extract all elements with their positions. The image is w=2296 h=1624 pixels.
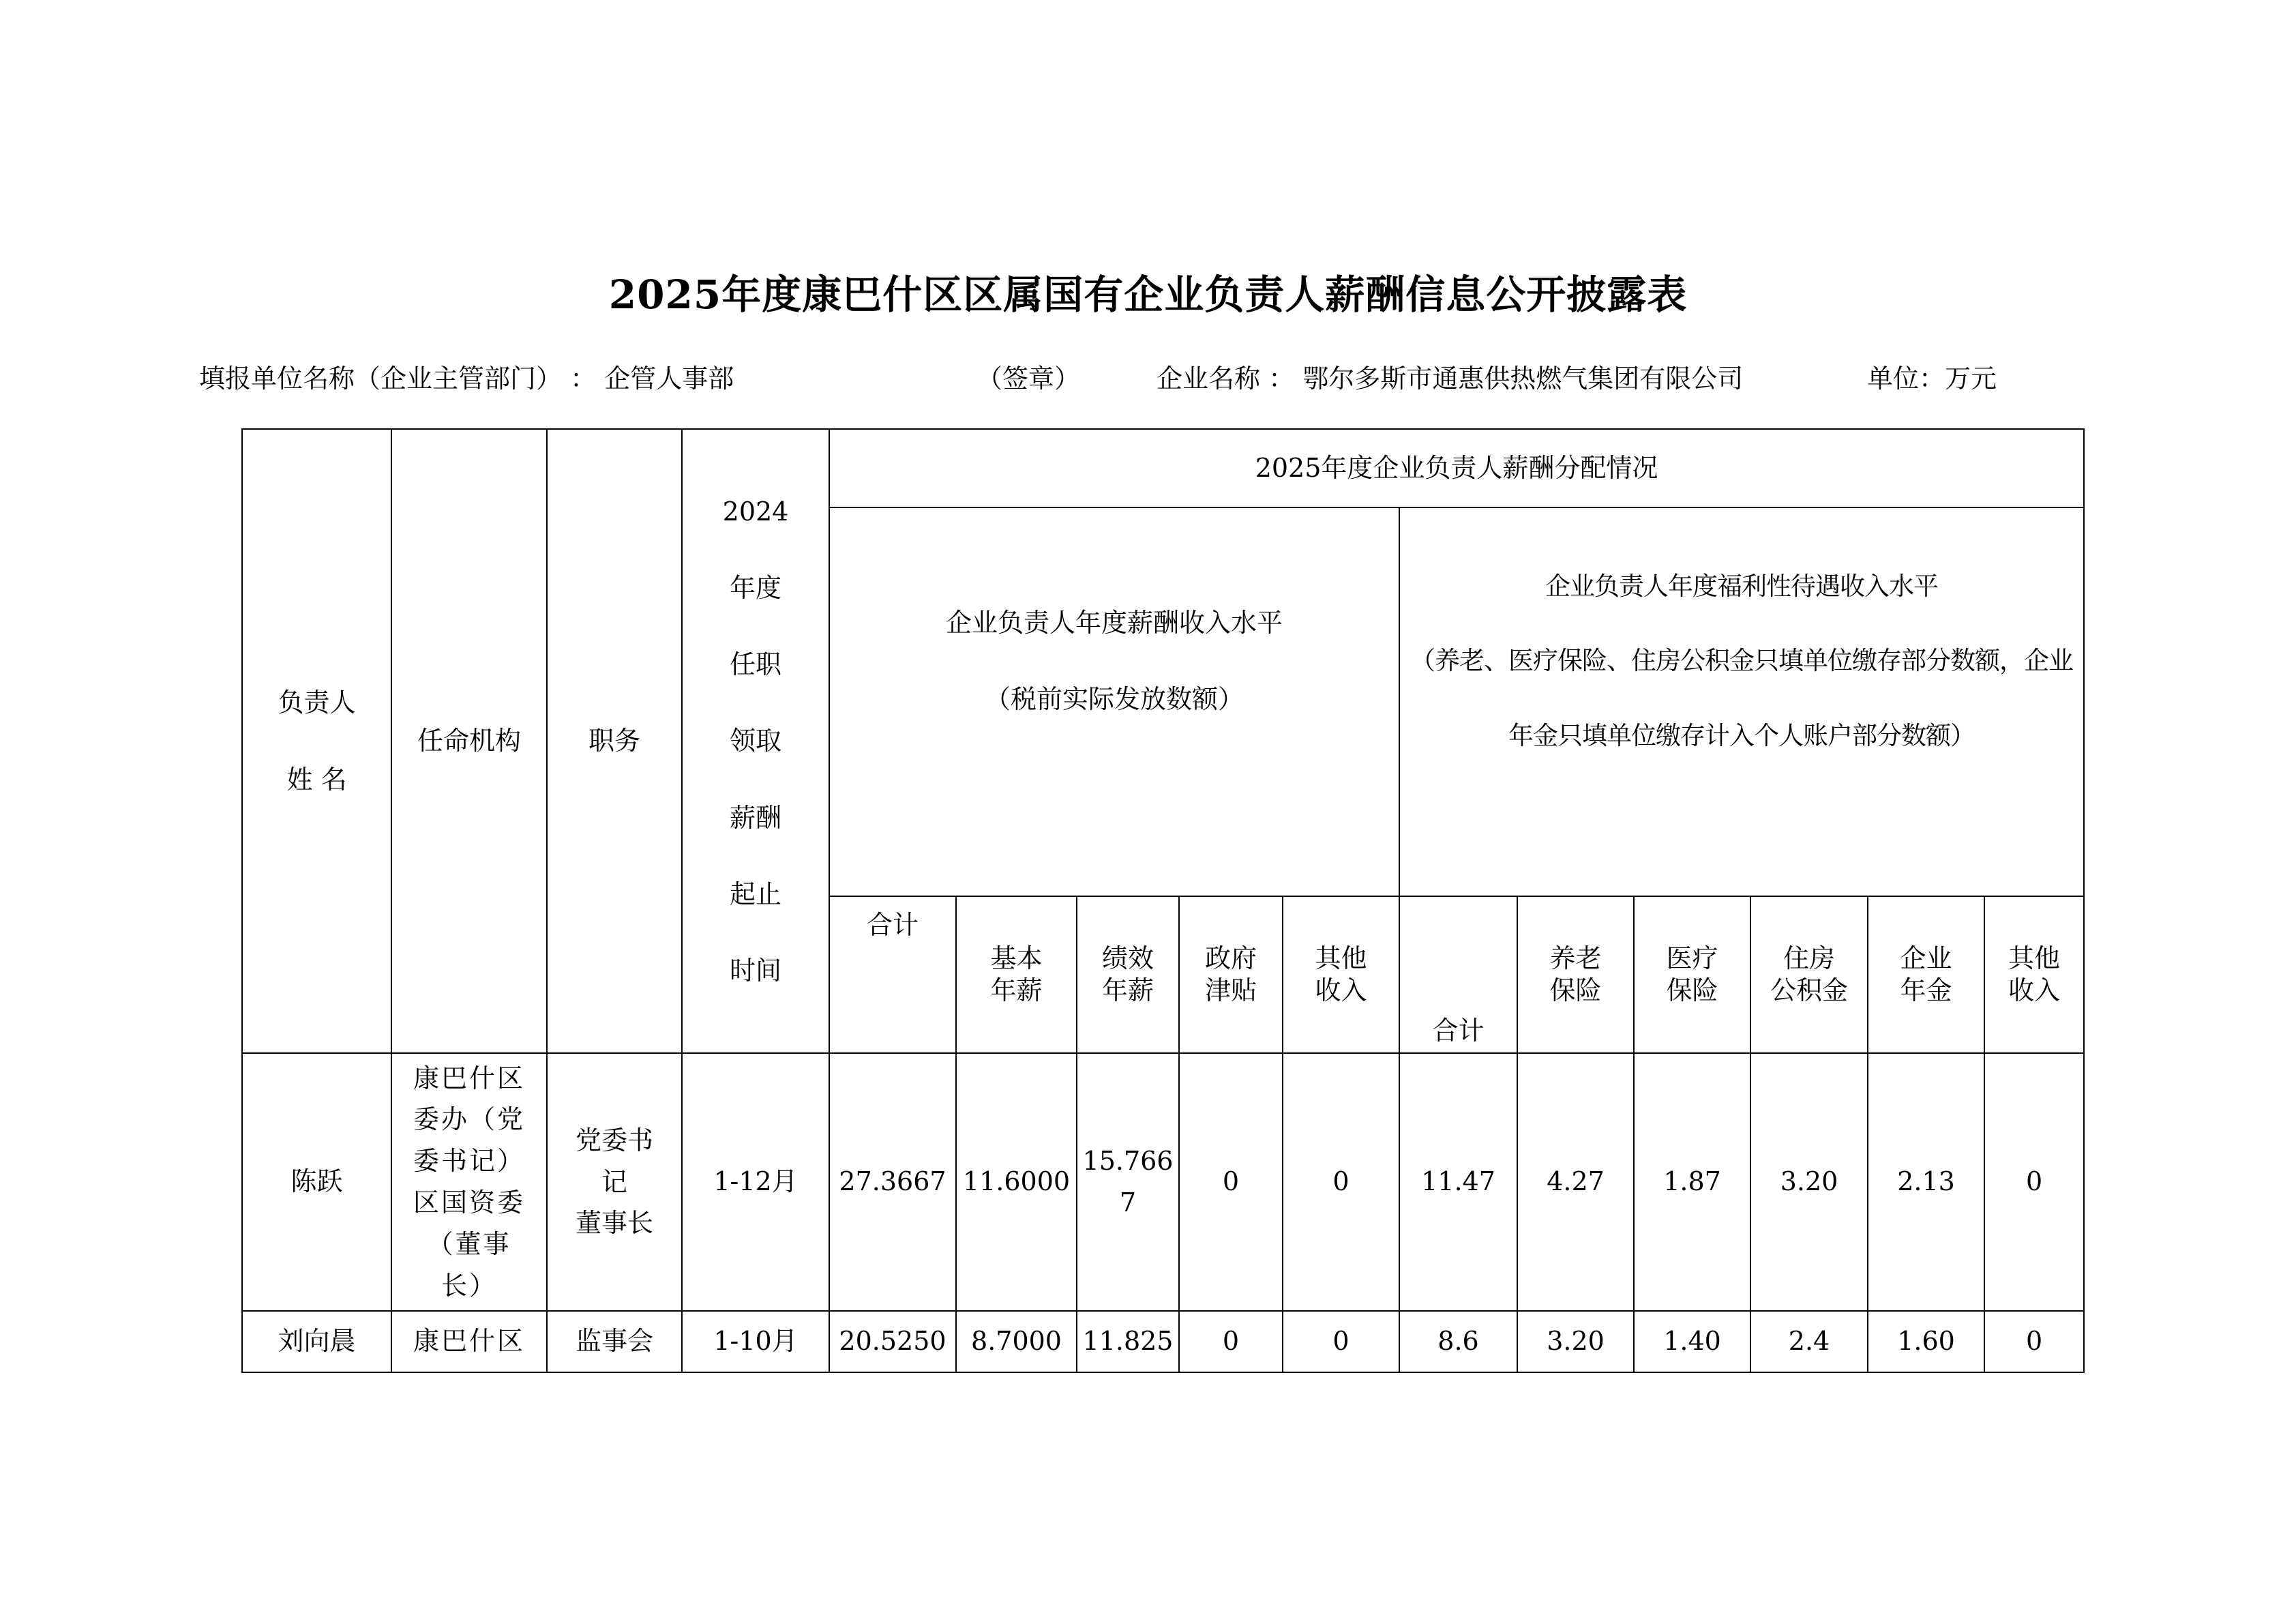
cell-medical: 1.87: [1634, 1053, 1750, 1311]
header-medical: 医疗 保险: [1634, 896, 1750, 1053]
cell-other-income-1: 0: [1283, 1053, 1399, 1311]
cell-performance: 15.766 7: [1077, 1053, 1179, 1311]
cell-name: 陈跃: [242, 1053, 391, 1311]
cell-performance: 11.825: [1077, 1311, 1179, 1372]
table-row: [242, 1311, 2084, 1372]
header-basic: 基本 年薪: [956, 896, 1077, 1053]
header-pension: 养老 保险: [1517, 896, 1634, 1053]
page-title: 2025年度康巴什区区属国有企业负责人薪酬信息公开披露表: [608, 271, 1688, 318]
cell-period: 1-12月: [682, 1053, 829, 1311]
cell-org: 康巴什区 委办（党 委书记） 区国资委 （董事 长）: [391, 1053, 547, 1311]
cell-basic: 11.6000: [956, 1053, 1077, 1311]
header-salary-group: 企业负责人年度薪酬收入水平 （税前实际发放数额）: [829, 507, 1399, 896]
filing-unit: [199, 357, 734, 395]
header-welfare-group: 企业负责人年度福利性待遇收入水平 （养老、医疗保险、住房公积金只填单位缴存部分数额，企业 年金只填单位缴存计入个人账户部分数额）: [1399, 507, 2084, 896]
cell-salary-total: 20.5250: [829, 1311, 956, 1372]
filing-unit-sep: ：: [570, 364, 597, 394]
header-distribution: 2025年度企业负责人薪酬分配情况: [829, 429, 2084, 507]
company: [1157, 357, 1743, 395]
cell-medical: 1.40: [1634, 1311, 1750, 1372]
header-salary-total: 合计: [829, 896, 956, 1053]
cell-org: 康巴什区: [391, 1311, 547, 1372]
header-welfare-total: 合计: [1399, 896, 1517, 1053]
cell-other-income-2: 0: [1984, 1053, 2084, 1311]
cell-position: 党委书 记 董事长: [547, 1053, 682, 1311]
header-name: 负责人 姓 名: [242, 429, 391, 1053]
seal-label: （签章）: [976, 364, 1081, 394]
cell-gov-allowance: 0: [1179, 1053, 1283, 1311]
cell-gov-allowance: 0: [1179, 1311, 1283, 1372]
cell-other-income-2: 0: [1984, 1311, 2084, 1372]
header-annuity: 企业 年金: [1868, 896, 1984, 1053]
cell-position: 监事会: [547, 1311, 682, 1372]
company-value: 鄂尔多斯市通惠供热燃气集团有限公司: [1302, 364, 1744, 394]
salary-table: [241, 428, 2085, 1373]
header-position: 职务: [547, 429, 682, 1053]
company-sep: ：: [1268, 364, 1295, 394]
cell-period: 1-10月: [682, 1311, 829, 1372]
cell-other-income-1: 0: [1283, 1311, 1399, 1372]
filing-unit-label: 填报单位名称（企业主管部门）: [199, 364, 563, 394]
header-performance: 绩效 年薪: [1077, 896, 1179, 1053]
header-housing-fund: 住房 公积金: [1750, 896, 1868, 1053]
cell-annuity: 2.13: [1868, 1053, 1984, 1311]
header-other-income-1: 其他 收入: [1283, 896, 1399, 1053]
header-gov-allowance: 政府 津贴: [1179, 896, 1283, 1053]
header-other-income-2: 其他 收入: [1984, 896, 2084, 1053]
cell-welfare-total: 11.47: [1399, 1053, 1517, 1311]
cell-basic: 8.7000: [956, 1311, 1077, 1372]
unit-label: 单位：万元: [1867, 364, 1997, 394]
header-period: 2024 年度 任职 领取 薪酬 起止 时间: [682, 429, 829, 1053]
cell-annuity: 1.60: [1868, 1311, 1984, 1372]
cell-welfare-total: 8.6: [1399, 1311, 1517, 1372]
cell-housing-fund: 2.4: [1750, 1311, 1868, 1372]
cell-name: 刘向晨: [242, 1311, 391, 1372]
header-org: 任命机构: [391, 429, 547, 1053]
filing-unit-value: 企管人事部: [604, 364, 734, 394]
cell-pension: 4.27: [1517, 1053, 1634, 1311]
cell-pension: 3.20: [1517, 1311, 1634, 1372]
cell-housing-fund: 3.20: [1750, 1053, 1868, 1311]
cell-salary-total: 27.3667: [829, 1053, 956, 1311]
company-label: 企业名称: [1157, 364, 1261, 394]
table-row: [242, 1053, 2084, 1311]
